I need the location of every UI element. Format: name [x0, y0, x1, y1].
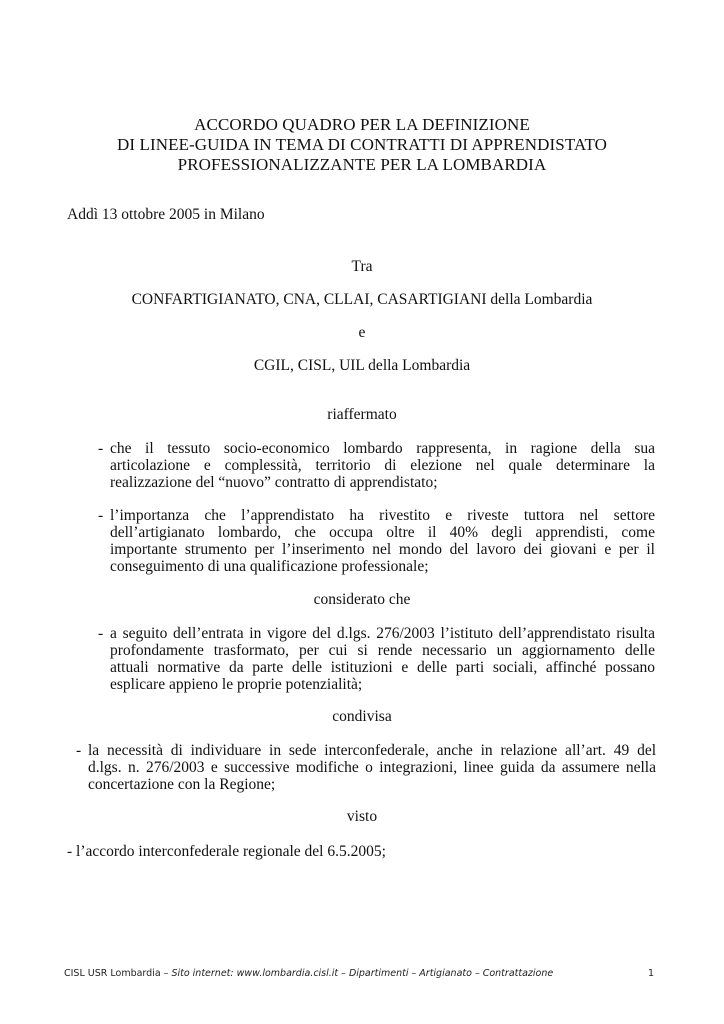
date-line: Addì 13 ottobre 2005 in Milano — [67, 206, 265, 223]
list-item-line: esplicare appieno le proprie potenzialità; — [110, 676, 363, 693]
list-item-line: articolazione e complessità, territorio di elezione nel quale determinare la — [110, 457, 655, 474]
list-item-line: conseguimento di una qualificazione professionale; — [110, 558, 429, 575]
page-footer — [64, 968, 656, 980]
bullet-dash: - — [98, 440, 104, 457]
footer-site-info: – Sito internet: www.lombardia.cisl.it – Dipartimenti – Artigianato – Contrattazione — [160, 968, 554, 979]
list-item-line: a seguito dell’entrata in vigore del d.lgs. 276/2003 l’istituto dell’apprendistato risulta — [110, 625, 655, 642]
footer-organization: CISL USR Lombardia — [64, 968, 161, 979]
list-item-line: profondamente trasformato, per cui si rende necessario un aggiornamento delle — [110, 642, 655, 659]
list-item-line: l’importanza che l’apprendistato ha rivestito e riveste tuttora nel settore — [110, 507, 655, 524]
document-title — [0, 115, 724, 175]
list-item-line: dell’artigianato lombardo, che occupa oltre il 40% degli apprendisti, come — [110, 524, 655, 541]
visto-item: - l’accordo interconfederale regionale del 6.5.2005; — [67, 843, 386, 860]
list-item-line: che il tessuto socio-economico lombardo rappresenta, in ragione della sua — [110, 440, 655, 457]
page-number: 1 — [647, 968, 654, 979]
list-item-line: d.lgs. n. 276/2003 e successive modifiche o integrazioni, linee guida da assumere nella — [88, 759, 656, 776]
section-heading-riaffermato: riaffermato — [327, 406, 397, 423]
section-heading-condivisa: condivisa — [332, 708, 392, 725]
bullet-dash: - — [76, 742, 82, 759]
list-item-line: attuali normative da parte delle istituzioni e delle parti sociali, affinché possano — [110, 659, 655, 676]
parties-between: Tra — [351, 258, 373, 275]
parties-and: e — [358, 324, 366, 341]
parties-second: CGIL, CISL, UIL della Lombardia — [253, 357, 471, 374]
title-line-3: PROFESSIONALIZZANTE PER LA LOMBARDIA — [177, 155, 547, 174]
section-heading-considerato: considerato che — [313, 591, 411, 608]
bullet-dash: - — [98, 507, 104, 524]
parties-first: CONFARTIGIANATO, CNA, CLLAI, CASARTIGIANI della Lombardia — [131, 291, 593, 308]
list-item-line: importante strumento per l’inserimento nel mondo del lavoro dei giovani e per il — [110, 541, 655, 558]
title-line-1: ACCORDO QUADRO PER LA DEFINIZIONE — [194, 115, 530, 134]
list-item-line: realizzazione del “nuovo” contratto di apprendistato; — [110, 474, 438, 491]
list-item-line: la necessità di individuare in sede interconfederale, anche in relazione all’art. 49 del — [88, 742, 656, 759]
bullet-dash: - — [98, 625, 104, 642]
title-line-2: DI LINEE-GUIDA IN TEMA DI CONTRATTI DI APPRENDISTATO — [116, 135, 608, 154]
list-item-line: concertazione con la Regione; — [88, 776, 276, 793]
section-heading-visto: visto — [346, 808, 378, 825]
